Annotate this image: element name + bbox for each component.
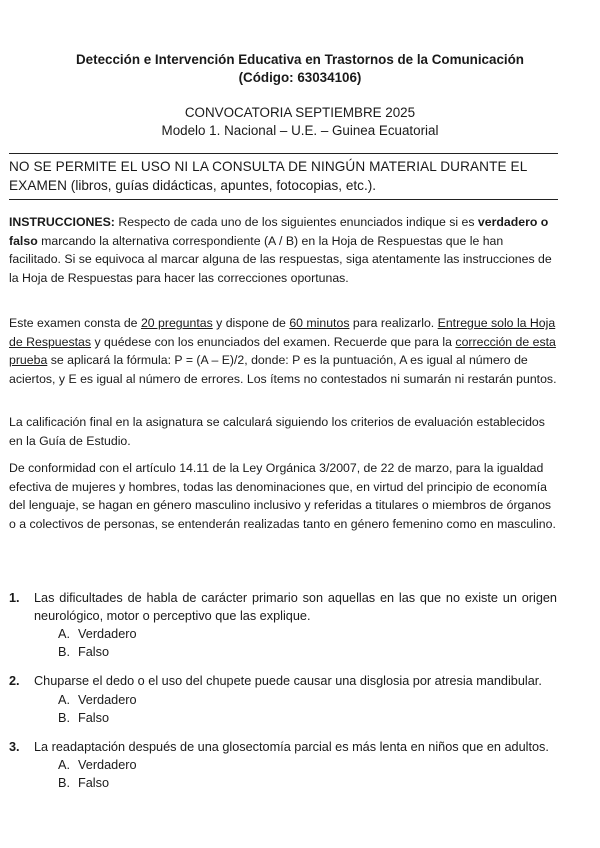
notice-rest: (libros, guías didácticas, apuntes, fotocopias, etc.). bbox=[67, 177, 377, 193]
notice-caps: NO SE PERMITE EL USO NI LA CONSULTA DE NINGÚN MATERIAL DURANTE EL EXAMEN bbox=[9, 159, 527, 193]
option-label: Verdadero bbox=[78, 758, 137, 772]
question-count: 20 preguntas bbox=[140, 316, 213, 330]
option-label: Falso bbox=[78, 776, 110, 790]
option-label: Verdadero bbox=[78, 692, 137, 707]
modelo-label: Modelo 1. Nacional – U.E. – Guinea Ecuatorial bbox=[161, 123, 439, 138]
option-label: Falso bbox=[78, 645, 110, 659]
course-title bbox=[20, 51, 580, 87]
option-letter: B. bbox=[58, 776, 70, 790]
question-text: La readaptación después de una glosectomía parcial es más lenta en niños que en adultos. bbox=[34, 739, 549, 754]
answer-option bbox=[58, 643, 557, 661]
option-letter: B. bbox=[58, 645, 70, 659]
scoring-note: corrección de esta prueba bbox=[9, 334, 556, 367]
instructions-paragraph-4: De conformidad con el artículo 14.11 de la Ley Orgánica 3/2007, de 22 de marzo, para la igualdad efectiva de mujeres y hombres, todas las denominaciones que, en virtud del principio de economía del lenguaje, se hagan en género masculino inclusivo y referidas a titulares o miembros de órganos o a colectivos de personas, se entenderán realizadas tanto en género femenino como en masculino. bbox=[9, 461, 556, 531]
convocatoria-label: CONVOCATORIA SEPTIEMBRE 2025 bbox=[184, 105, 416, 120]
option-letter: B. bbox=[58, 710, 70, 725]
question-text: Las dificultades de habla de carácter primario son aquellas en las que no existe un origen neurológico, motor o perceptivo que las explique. bbox=[34, 591, 557, 623]
instructions-text: y quédese con los enunciados del examen. Recuerde que para la bbox=[91, 334, 456, 349]
question-number: 2. bbox=[9, 674, 20, 688]
answer-options bbox=[34, 625, 557, 661]
option-label: Verdadero bbox=[78, 627, 137, 641]
answer-option bbox=[58, 625, 557, 643]
instructions-text: Este examen consta de bbox=[9, 316, 141, 330]
question-item bbox=[9, 590, 557, 661]
answer-options bbox=[34, 756, 557, 792]
exam-session bbox=[20, 104, 580, 140]
course-code: (Código: 63034106) bbox=[238, 70, 362, 85]
instructions-paragraph-3: La calificación final en la asignatura se calculará siguiendo los criterios de evaluación establecidos en la Guía de Estudio. bbox=[9, 415, 545, 448]
instructions-text: para realizarlo. bbox=[349, 316, 438, 330]
option-letter: A. bbox=[58, 627, 70, 641]
option-letter: A. bbox=[58, 758, 70, 772]
answer-options bbox=[34, 691, 557, 727]
option-label: Falso bbox=[78, 710, 110, 725]
instructions-text: se aplicará la fórmula: P = (A – E)/2, donde: P es la puntuación, A es igual al número de aciertos, y E es igual al número de errores. Los ítems no contestados ni sumarán ni restarán puntos. bbox=[9, 353, 557, 386]
instructions-paragraph-2 bbox=[9, 314, 557, 388]
materials-notice bbox=[9, 153, 558, 200]
question-list bbox=[9, 590, 557, 804]
instructions-text: marcando la alternativa correspondiente (A / B) en la Hoja de Respuestas que le han facilitado. Si se equivoca al marcar alguna de las respuestas, siga atentamente las instrucciones de la Hoja de Respuestas para hacer las correcciones oportunas. bbox=[9, 233, 552, 285]
instructions-paragraph-1 bbox=[9, 213, 557, 287]
question-item bbox=[9, 739, 557, 793]
course-title-line: Detección e Intervención Educativa en Trastornos de la Comunicación bbox=[76, 52, 524, 67]
answer-option bbox=[58, 774, 557, 792]
instructions-text: Respecto de cada uno de los siguientes enunciados indique si es bbox=[114, 215, 478, 229]
option-letter: A. bbox=[58, 692, 70, 707]
answer-option bbox=[58, 691, 557, 709]
true-false-emphasis: verdadero o falso bbox=[9, 215, 549, 248]
question-item bbox=[9, 673, 557, 727]
instructions-text: y dispone de bbox=[212, 316, 290, 330]
submit-instruction: Entregue solo la Hoja de Respuestas bbox=[9, 316, 556, 349]
exam-duration: 60 minutos bbox=[289, 316, 350, 330]
question-number: 1. bbox=[9, 591, 20, 605]
answer-option bbox=[58, 756, 557, 774]
question-text: Chuparse el dedo o el uso del chupete puede causar una disglosia por atresia mandibular. bbox=[34, 674, 542, 688]
instructions-label: INSTRUCCIONES: bbox=[9, 215, 115, 229]
answer-option bbox=[58, 709, 557, 727]
question-number: 3. bbox=[9, 739, 20, 754]
